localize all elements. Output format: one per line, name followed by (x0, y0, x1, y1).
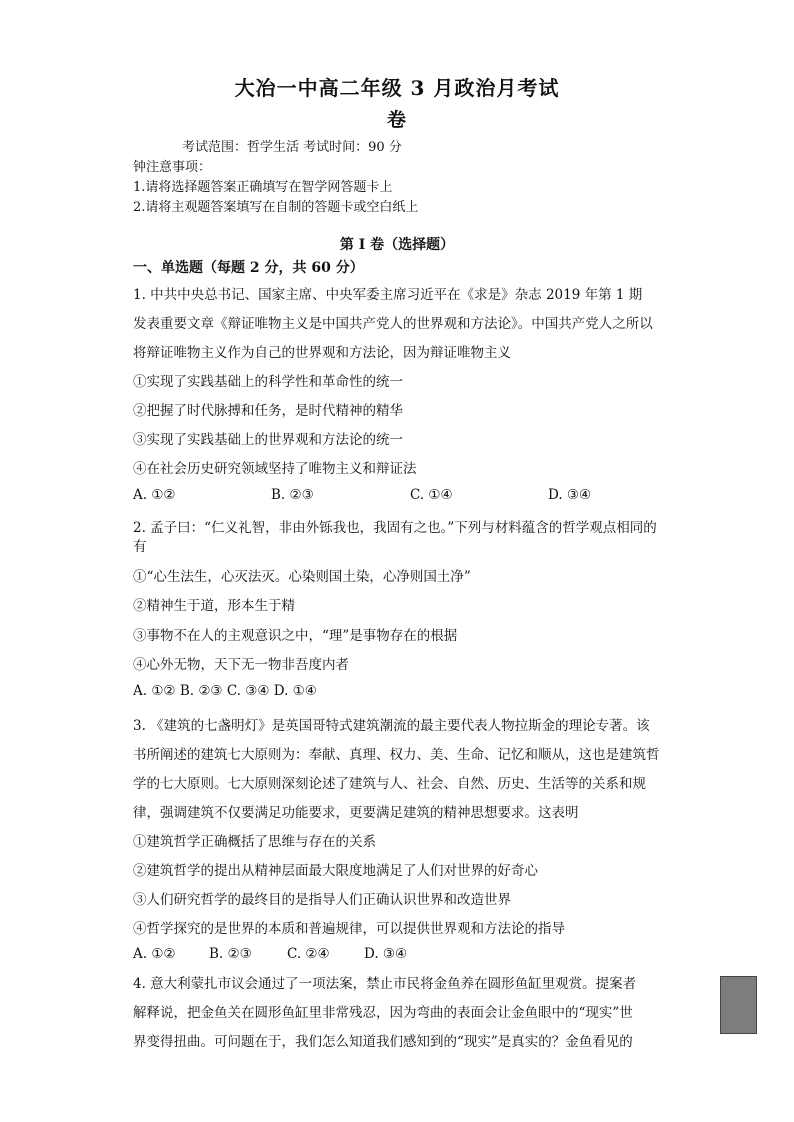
question-stem-line: 发表重要文章《辩证唯物主义是中国共产党人的世界观和方法论》。中国共产党人之所以 (133, 316, 653, 332)
part-title: 第 I 卷（选择题） (339, 237, 455, 253)
exam-range-time: 考试范围：哲学生活 考试时间：90 分 (182, 140, 402, 155)
notice-item: 1.请将选择题答案正确填写在智学网答题卡上 (133, 180, 393, 195)
question-stem-line: 3. 《建筑的七盏明灯》是英国哥特式建筑潮流的最主要代表人物拉斯金的理论专著。该 (133, 718, 650, 734)
statement-item: ②把握了时代脉搏和任务，是时代精神的精华 (133, 403, 403, 419)
statement-item: ④哲学探究的是世界的本质和普遍规律，可以提供世界观和方法论的指导 (133, 921, 565, 937)
question-stem-line: 解释说，把金鱼关在圆形鱼缸里非常残忍，因为弯曲的表面会让金鱼眼中的“现实”世 (133, 1005, 633, 1021)
margin-gray-block (720, 976, 757, 1034)
statement-item: ④心外无物，天下无一物非吾度内者 (133, 657, 349, 673)
exam-title: 大冶一中高二年级 3 月政治月考试 (234, 76, 560, 100)
notice-item: 2.请将主观题答案填写在自制的答题卡或空白纸上 (133, 200, 419, 215)
section-title: 一、单选题（每题 2 分，共 60 分） (133, 260, 364, 276)
question-stem-line: 2. 孟子曰：“仁义礼智，非由外铄我也，我固有之也。”下列与材料蕴含的哲学观点相同的 (133, 520, 657, 536)
exam-title-continued: 卷 (386, 109, 407, 131)
option-b: B. ②③ (209, 946, 252, 962)
option-b: B. ②③ (271, 487, 314, 503)
option-d: D. ③④ (548, 487, 592, 503)
question-stem-line: 界变得扭曲。可问题在于，我们怎么知道我们感知到的“现实”是真实的？金鱼看见的 (133, 1034, 633, 1050)
question-stem-line: 律，强调建筑不仅要满足功能要求，更要满足建筑的精神思想要求。这表明 (133, 805, 579, 821)
option-c: C. ①④ (410, 487, 453, 503)
statement-item: ①建筑哲学正确概括了思维与存在的关系 (133, 834, 376, 850)
option-c: C. ②④ (287, 946, 330, 962)
option-d: D. ③④ (364, 946, 408, 962)
question-stem-line: 将辩证唯物主义作为自己的世界观和方法论，因为辩证唯物主义 (133, 345, 511, 361)
option-a: A. ①② (133, 946, 176, 962)
statement-item: ②建筑哲学的提出从精神层面最大限度地满足了人们对世界的好奇心 (133, 863, 538, 879)
question-stem-line: 4. 意大利蒙扎市议会通过了一项法案，禁止市民将金鱼养在圆形鱼缸里观赏。提案者 (133, 976, 637, 992)
statement-item: ③人们研究哲学的最终目的是指导人们正确认识世界和改造世界 (133, 892, 511, 908)
statement-item: ①实现了实践基础上的科学性和革命性的统一 (133, 374, 403, 390)
question-stem-line: 学的七大原则。七大原则深刻论述了建筑与人、社会、自然、历史、生活等的关系和规 (133, 776, 646, 792)
notice-heading: 钟注意事项： (133, 160, 212, 175)
statement-item: ④在社会历史研究领域坚持了唯物主义和辩证法 (133, 461, 417, 477)
statement-item: ②精神生于道，形本生于精 (133, 598, 295, 614)
statement-item: ③事物不在人的主观意识之中，“理”是事物存在的根据 (133, 628, 458, 644)
question-stem-line: 书所阐述的建筑七大原则为：奉献、真理、权力、美、生命、记忆和顺从，这也是建筑哲 (133, 747, 660, 763)
statement-item: ③实现了实践基础上的世界观和方法论的统一 (133, 432, 403, 448)
answer-options: A. ①② B. ②③ C. ③④ D. ①④ (133, 683, 317, 699)
option-a: A. ①② (133, 487, 176, 503)
statement-item: ①“心生法生，心灭法灭。心染则国土染，心净则国土净” (133, 569, 471, 585)
question-stem-line: 有 (133, 539, 147, 555)
question-stem-line: 1. 中共中央总书记、国家主席、中央军委主席习近平在《求是》杂志 2019 年第 1 期 (133, 287, 643, 303)
